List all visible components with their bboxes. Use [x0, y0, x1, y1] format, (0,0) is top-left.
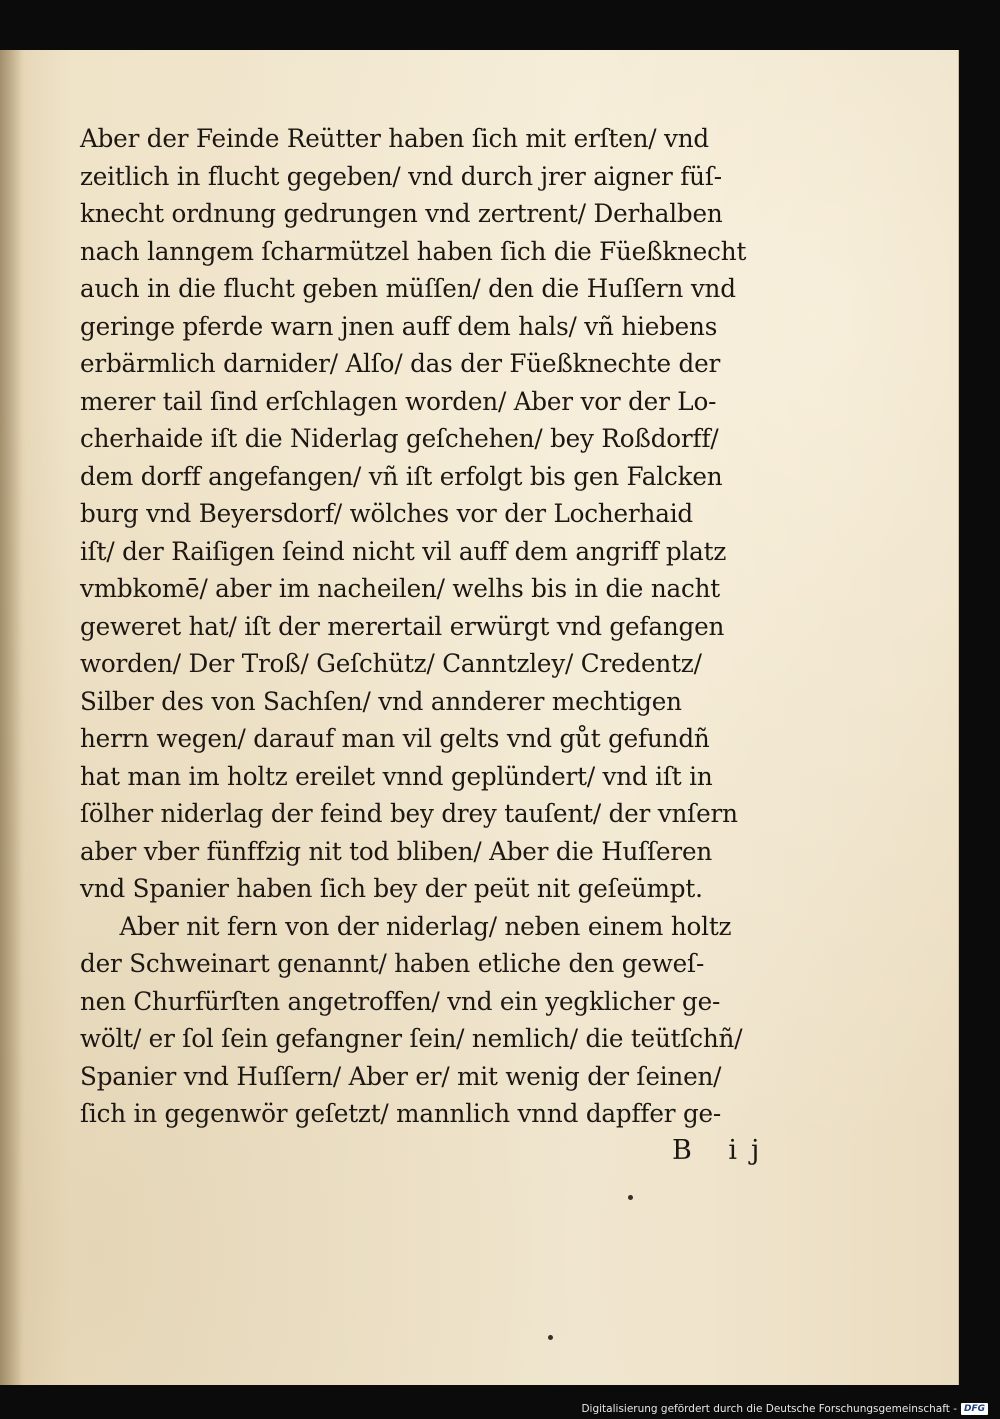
text-line: auch in die flucht geben müſſen/ den die Huſſern vnd [80, 274, 736, 303]
text-line: knecht ordnung gedrungen vnd zertrent/ Derhalben [80, 199, 723, 228]
dfg-logo: DFG [961, 1403, 988, 1415]
footer-credit: Digitalisierung gefördert durch die Deutsche Forschungsgemeinschaft - [581, 1403, 957, 1415]
text-line: nen Churfürſten angetroffen/ vnd ein yegklicher ge- [80, 986, 721, 1016]
text-line: ſich in gegenwör geſetzt/ mannlich vnnd dapffer ge- [80, 1099, 722, 1128]
text-line: hat man im holtz ereilet vnnd geplündert/ vnd iſt in [80, 761, 713, 791]
book-page [0, 50, 959, 1385]
text-line: der Schweinart genannt/ haben etliche den geweſ- [80, 949, 705, 978]
text-line: erbärmlich darnider/ Alſo/ das der Füeßknechte der [80, 349, 721, 378]
text-line: dem dorff angefangen/ vñ iſt erfolgt bis gen Falcken [80, 461, 723, 491]
text-line: iſt/ der Raiſigen ſeind nicht vil auff dem angriff platz [80, 536, 727, 566]
text-line: ſölher niderlag der feind bey drey tauſent/ der vnſern [80, 799, 738, 828]
text-line: geringe pferde warn jnen auff dem hals/ vñ hiebens [80, 311, 718, 341]
text-line: aber vber fünffzig nit tod bliben/ Aber die Huſſeren [80, 836, 713, 866]
text-line: geweret hat/ iſt der merertail erwürgt vnd gefangen [80, 611, 725, 641]
digitization-footer [581, 1403, 988, 1415]
text-line: vmbkomē/ aber im nacheilen/ welhs bis in die nacht [80, 574, 721, 603]
paper-speck [548, 1335, 553, 1340]
text-line: merer tail ſind erſchlagen worden/ Aber vor der Lo- [80, 386, 717, 416]
text-line: Aber der Feinde Reütter haben ſich mit erſten/ vnd [80, 124, 710, 153]
text-line: Silber des von Sachſen/ vnd annderer mechtigen [80, 686, 682, 716]
text-line: cherhaide iſt die Niderlag geſchehen/ bey Roßdorff/ [80, 424, 719, 453]
text-line: worden/ Der Troß/ Geſchütz/ Canntzley/ Credentz/ [80, 649, 702, 678]
page-text [80, 120, 820, 1133]
page-gutter-shadow [0, 50, 22, 1385]
text-line: Spanier vnd Huſſern/ Aber er/ mit wenig der ſeinen/ [80, 1061, 722, 1091]
paper-speck [628, 1195, 633, 1200]
text-line: burg vnd Beyersdorf/ wölches vor der Locherhaid [80, 499, 693, 528]
text-line: herrn wegen/ darauf man vil gelts vnd gůt gefundñ [80, 724, 710, 753]
text-line: nach lanngem ſcharmützel haben ſich die Füeßknecht [80, 236, 747, 266]
text-line: vnd Spanier haben ſich bey der peüt nit geſeümpt. [80, 874, 703, 903]
text-line: zeitlich in flucht gegeben/ vnd durch jrer aigner füſ- [80, 161, 722, 191]
text-line: wölt/ er ſol ſein gefangner ſein/ nemlich/ die teütſchñ/ [80, 1024, 743, 1053]
text-line-paragraph-start: Aber nit fern von der niderlag/ neben einem holtz [119, 911, 732, 941]
signature-mark: B ij [672, 1135, 774, 1166]
